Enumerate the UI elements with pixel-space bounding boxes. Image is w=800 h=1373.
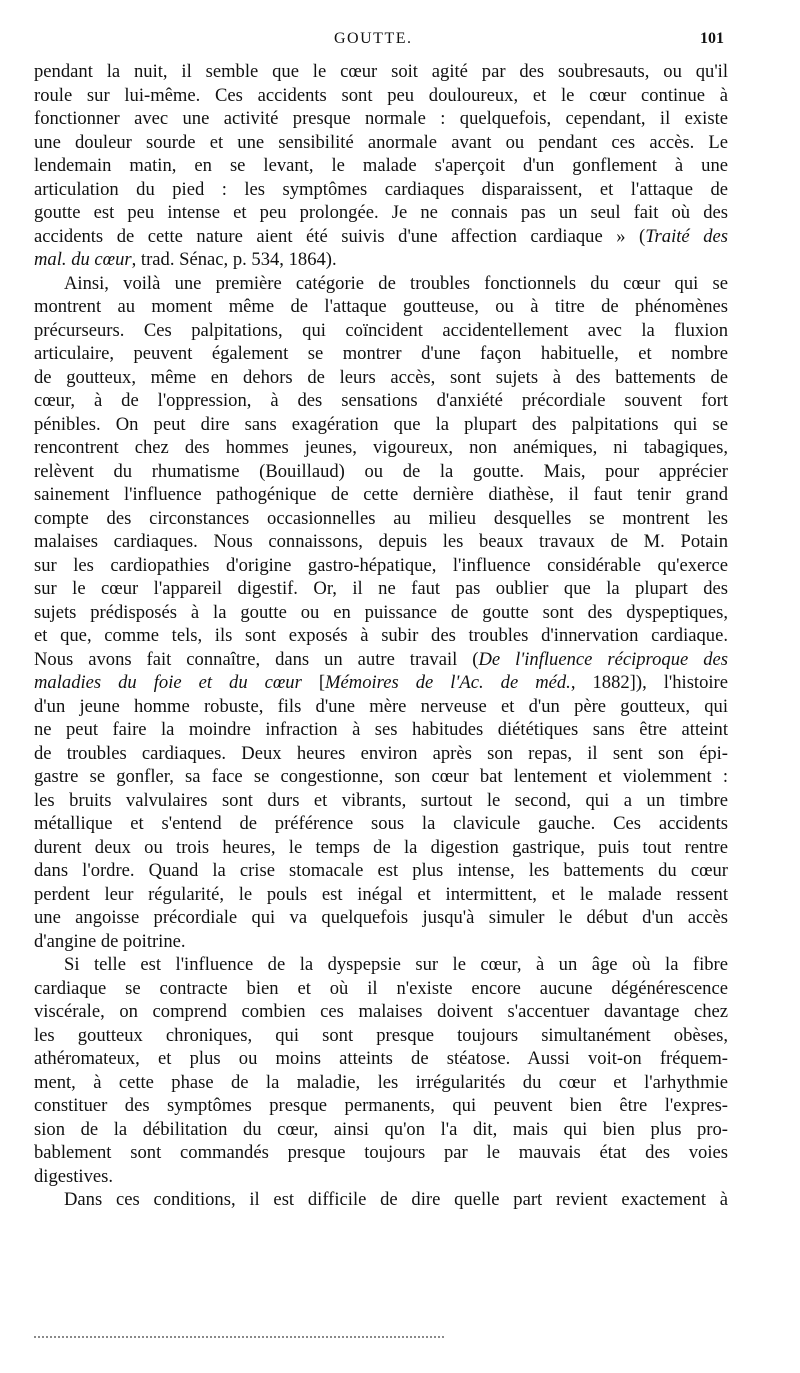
text-line: pénibles. On peut dire sans exagération que la plupart des palpitations qui se bbox=[34, 413, 728, 435]
text-line: métallique et s'entend de préférence sous la clavicule gauche. Ces accidents bbox=[34, 813, 728, 834]
text-line: une angoisse précordiale qui va quelquefois jusqu'à simuler le début d'un accès bbox=[34, 907, 728, 928]
text-line: Ainsi, voilà une première catégorie de troubles fonctionnels du cœur qui se bbox=[64, 272, 728, 294]
body-text bbox=[34, 60, 728, 1212]
text-line: sujets prédisposés à la goutte ou en puissance de goutte sont des dyspeptiques, bbox=[34, 601, 728, 623]
text-line: d'angine de poitrine. bbox=[34, 930, 186, 952]
text-line: relèvent du rhumatisme (Bouillaud) ou de la goutte. Mais, pour apprécier bbox=[34, 460, 728, 482]
text-line: montrent au moment même de l'attaque goutteuse, ou à titre de phénomènes bbox=[34, 296, 728, 317]
text-line: ne peut faire la moindre infraction à ses habitudes diététiques sans être atteint bbox=[34, 719, 728, 740]
text-line: d'un jeune homme robuste, fils d'une mère nerveuse et d'un père goutteux, qui bbox=[34, 695, 728, 717]
running-title: GOUTTE. bbox=[334, 30, 413, 47]
text-line: lendemain matin, en se levant, le malade s'aperçoit d'un gonflement à une bbox=[34, 155, 728, 176]
text-line: cœur, à de l'oppression, à des sensations d'anxiété précordiale souvent fort bbox=[34, 390, 728, 411]
text-line: de troubles cardiaques. Deux heures environ après son repas, il sent son épi- bbox=[34, 742, 728, 764]
text-line: Si telle est l'influence de la dyspepsie sur le cœur, à un âge où la fibre bbox=[64, 954, 728, 975]
text-line: constituer des symptômes presque permanents, qui peuvent bien être l'expres- bbox=[34, 1095, 728, 1116]
text-line: dans l'ordre. Quand la crise stomacale est plus intense, les battements du cœur bbox=[34, 860, 728, 881]
text-line: malaises cardiaques. Nous connaissons, depuis les beaux travaux de M. Potain bbox=[34, 531, 728, 552]
text-line: perdent leur régularité, le pouls est inégal et intermittent, et le malade ressent bbox=[34, 883, 728, 905]
text-line: digestives. bbox=[34, 1165, 114, 1187]
text-line: fonctionner avec une activité presque normale : quelquefois, cependant, il existe bbox=[34, 108, 728, 129]
text-line: sur les cardiopathies d'origine gastro-hépatique, l'influence considérable qu'exerce bbox=[34, 554, 728, 576]
text-line: ment, à cette phase de la maladie, les irrégularités du cœur et l'arhythmie bbox=[34, 1071, 728, 1093]
text-line: sion de la débilitation du cœur, ainsi qu'on l'a dit, mais qui bien plus pro- bbox=[34, 1118, 728, 1140]
text-line: pendant la nuit, il semble que le cœur soit agité par des soubresauts, ou qu'il bbox=[34, 61, 728, 82]
text-line: et que, comme tels, ils sont exposés à subir des troubles d'innervation cardiaque. bbox=[34, 625, 728, 646]
text-line: maladies du foie et du cœur [Mémoires de l'Ac. de méd., 1882]), l'histoire bbox=[34, 672, 728, 693]
text-line: athéromateux, et plus ou moins atteints de stéatose. Aussi voit-on fréquem- bbox=[34, 1048, 728, 1069]
text-line: viscérale, on comprend combien ces malaises doivent s'accentuer davantage chez bbox=[34, 1001, 728, 1022]
text-line: articulaire, peuvent également se montrer d'une façon habituelle, et nombre bbox=[34, 343, 728, 364]
text-line: durent deux ou trois heures, le temps de la digestion gastrique, puis tout rentre bbox=[34, 836, 728, 858]
text-line: les bruits valvulaires sont durs et vibrants, surtout le second, qui a un timbre bbox=[34, 789, 728, 811]
text-line: mal. du cœur, trad. Sénac, p. 534, 1864). bbox=[34, 249, 337, 270]
page-number: 101 bbox=[700, 30, 724, 47]
text-line: accidents de cette nature aient été suivis d'une affection cardiaque » (Traité des bbox=[34, 225, 728, 247]
footer-rule bbox=[34, 1336, 444, 1338]
text-line: goutte est peu intense et peu prolongée. Je ne connais pas un seul fait où des bbox=[34, 202, 728, 223]
text-line: gastre se gonfler, sa face se congestionne, son cœur bat lentement et violemment : bbox=[34, 766, 728, 787]
text-line: sur le cœur l'appareil digestif. Or, il ne faut pas oublier que la plupart des bbox=[34, 578, 728, 599]
text-line: précurseurs. Ces palpitations, qui coïncident accidentellement avec la fluxion bbox=[34, 319, 728, 341]
text-line: roule sur lui-même. Ces accidents sont peu douloureux, et le cœur continue à bbox=[34, 84, 728, 106]
text-line: cardiaque se contracte bien et où il n'existe encore aucune dégénérescence bbox=[34, 977, 728, 999]
text-line: de goutteux, même en dehors de leurs accès, sont sujets à des battements de bbox=[34, 366, 728, 388]
text-line: Nous avons fait connaître, dans un autre travail (De l'influence réciproque des bbox=[34, 648, 728, 670]
text-line: une douleur sourde et une sensibilité anormale avant ou pendant ces accès. Le bbox=[34, 131, 728, 153]
text-line: les goutteux chroniques, qui sont presque toujours simultanément obèses, bbox=[34, 1024, 728, 1046]
text-line: articulation du pied : les symptômes cardiaques disparaissent, et l'attaque de bbox=[34, 178, 728, 200]
text-line: compte des circonstances occasionnelles au milieu desquelles se montrent les bbox=[34, 507, 728, 529]
text-line: sainement l'influence pathogénique de cette dernière diathèse, il faut tenir grand bbox=[34, 484, 728, 505]
document-page bbox=[34, 0, 728, 1373]
text-line: rencontrent chez des hommes jeunes, vigoureux, non anémiques, ni tabagiques, bbox=[34, 437, 728, 458]
text-line: Dans ces conditions, il est difficile de dire quelle part revient exactement à bbox=[64, 1189, 728, 1210]
running-head bbox=[34, 30, 728, 52]
text-line: bablement sont commandés presque toujours par le mauvais état des voies bbox=[34, 1142, 728, 1163]
